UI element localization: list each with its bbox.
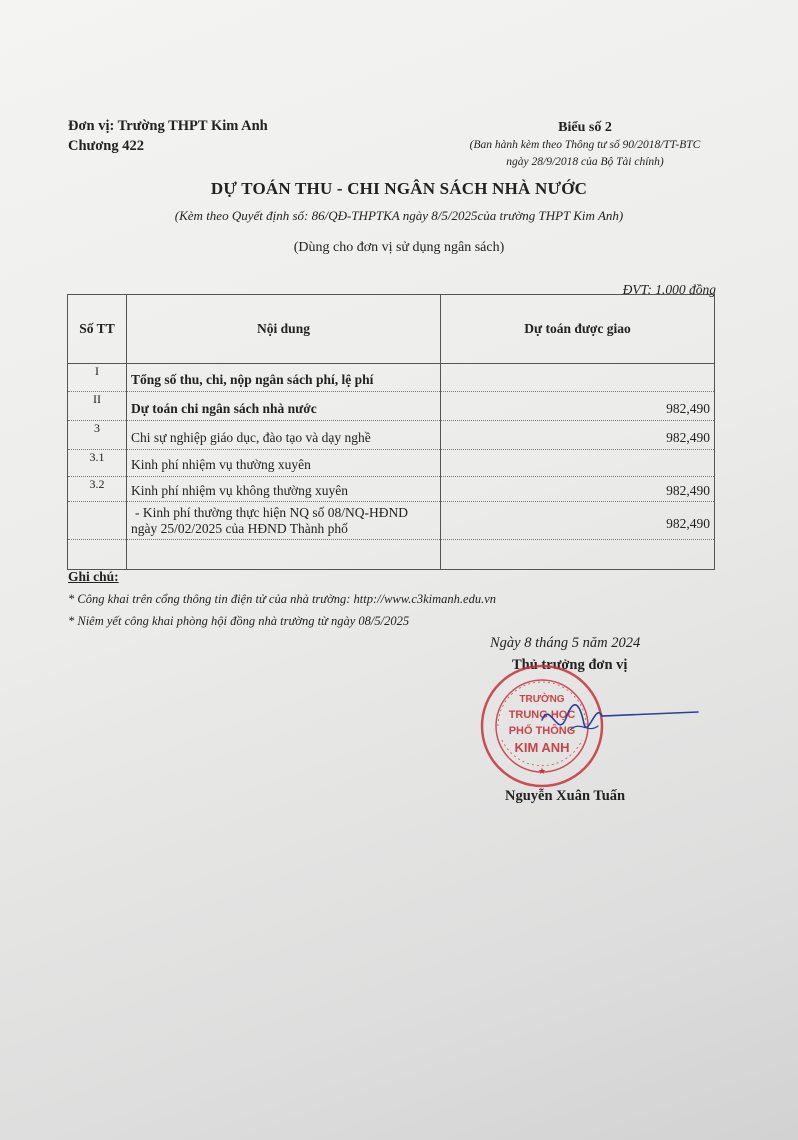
form-reference: [440, 120, 730, 170]
currency-unit-note: ĐVT: 1.000 đồng: [622, 282, 716, 297]
row-stt: [68, 502, 127, 540]
table-row: [68, 392, 715, 421]
handwritten-signature-icon: [540, 690, 700, 750]
table-row: [68, 502, 715, 540]
budget-table: [67, 294, 715, 570]
row-content: Chi sự nghiệp giáo dục, đào tạo và dạy nghề: [127, 421, 441, 450]
unit-name: Đơn vị: Trường THPT Kim Anh: [68, 118, 268, 134]
row-content: Dự toán chi ngân sách nhà nước: [127, 392, 441, 421]
table-row: [68, 450, 715, 477]
usage-note: (Dùng cho đơn vị sử dụng ngân sách): [293, 240, 505, 255]
chapter-code: Chương 422: [68, 138, 144, 154]
document-title: DỰ TOÁN THU - CHI NGÂN SÁCH NHÀ NƯỚC: [210, 179, 588, 198]
row-stt: 3.1: [68, 450, 127, 477]
header-amount: Dự toán được giao: [441, 295, 715, 364]
row-stt: [68, 540, 127, 570]
stamp-line-2: TRUNG HỌC: [508, 709, 576, 721]
notes-title: Ghi chú:: [68, 569, 119, 584]
header-stt: Số TT: [68, 295, 127, 364]
signing-date: Ngày 8 tháng 5 năm 2024: [490, 635, 641, 651]
table-row: [68, 421, 715, 450]
row-stt: II: [68, 392, 127, 421]
row-content: [127, 540, 441, 570]
row-stt: 3: [68, 421, 127, 450]
table-row: [68, 364, 715, 392]
row-content-line-1: - Kinh phí thường thực hiện NQ số 08/NQ-HĐND: [135, 504, 408, 520]
header-content: Nội dung: [127, 295, 441, 364]
note-line-1: * Công khai trên cổng thông tin điện tử của nhà trường: http://www.c3kimanh.edu.vn: [68, 592, 497, 606]
row-stt: I: [68, 364, 127, 392]
form-number: Biểu số 2: [558, 120, 612, 135]
row-amount: 982,490: [441, 477, 715, 502]
document-subtitle: (Kèm theo Quyết định số: 86/QĐ-THPTKA ngày 8/5/2025của trường THPT Kim Anh): [174, 208, 624, 223]
form-note-line-2: ngày 28/9/2018 của Bộ Tài chính): [506, 156, 664, 168]
stamp-line-3: PHỔ THÔNG: [508, 725, 576, 737]
row-amount: [441, 540, 715, 570]
row-content-line-2: ngày 25/02/2025 của HĐND Thành phố: [131, 520, 348, 536]
row-amount: [441, 450, 715, 477]
stamp-line-4: KIM ANH: [514, 740, 570, 755]
row-content: Kinh phí nhiệm vụ không thường xuyên: [127, 477, 441, 502]
svg-text:★: ★: [537, 766, 547, 776]
notes-section: [68, 566, 496, 632]
signer-title: Thủ trưởng đơn vị: [512, 657, 628, 673]
row-amount: 982,490: [441, 421, 715, 450]
row-content: [127, 502, 441, 540]
row-content: Tổng số thu, chi, nộp ngân sách phí, lệ phí: [127, 364, 441, 392]
table-header-row: [68, 295, 715, 364]
row-content: Kinh phí nhiệm vụ thường xuyên: [127, 450, 441, 477]
row-amount: 982,490: [441, 502, 715, 540]
note-line-2: * Niêm yết công khai phòng hội đồng nhà trường từ ngày 08/5/2025: [68, 614, 410, 628]
table-row: [68, 540, 715, 570]
unit-header: [68, 116, 268, 156]
row-amount: [441, 364, 715, 392]
signer-name: Nguyễn Xuân Tuấn: [505, 788, 626, 804]
table-row: [68, 477, 715, 502]
form-note-line-1: (Ban hành kèm theo Thông tư số 90/2018/TT-BTC: [469, 139, 701, 151]
row-amount: 982,490: [441, 392, 715, 421]
row-stt: 3.2: [68, 477, 127, 502]
stamp-line-1: TRƯỜNG: [519, 694, 565, 705]
